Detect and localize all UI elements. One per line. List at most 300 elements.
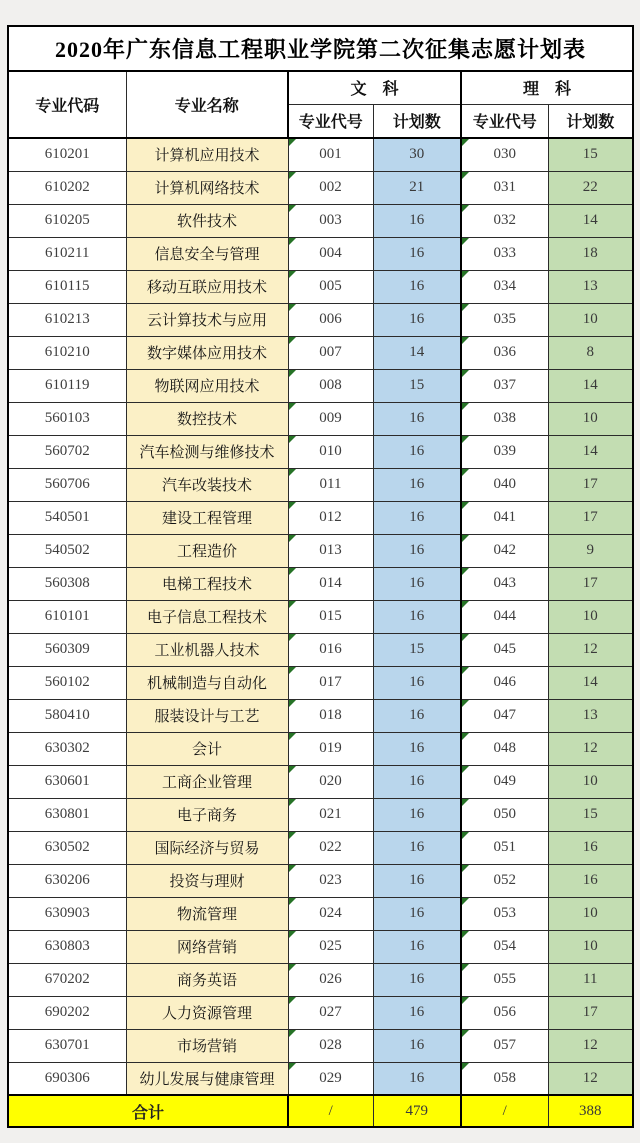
science-plan-count-cell — [548, 567, 633, 600]
science-plan-count-cell — [548, 336, 633, 369]
science-major-number-cell-text: 057 — [493, 1037, 516, 1053]
liberal-plan-count-cell — [373, 303, 461, 336]
excel-corner-flag-icon — [462, 931, 469, 938]
science-plan-count-cell-text: 14 — [582, 212, 598, 228]
table-row — [8, 237, 633, 270]
header-liberal-arts-group: 文 科 — [288, 71, 461, 104]
major-name-cell-text: 电子信息工程技术 — [146, 610, 267, 626]
header-row-groups — [8, 71, 633, 104]
table-row — [8, 1029, 633, 1062]
major-code-cell-text: 670202 — [44, 971, 90, 987]
excel-corner-flag-icon — [462, 139, 469, 146]
excel-corner-flag-icon — [289, 436, 296, 443]
major-code-cell — [8, 1062, 126, 1095]
science-major-number-cell — [461, 864, 548, 897]
science-major-number-cell — [461, 534, 548, 567]
major-name-cell — [126, 369, 288, 402]
header-liberal-plan-count: 计划数 — [373, 104, 461, 138]
total-row — [8, 1095, 633, 1127]
major-code-cell-text: 560702 — [44, 443, 90, 459]
major-code-cell-text: 560103 — [44, 410, 90, 426]
excel-corner-flag-icon — [289, 403, 296, 410]
liberal-plan-count-cell-text: 16 — [409, 608, 425, 624]
science-major-number-cell-text: 051 — [493, 839, 516, 855]
total-science-major-number: / — [461, 1095, 548, 1127]
major-name-cell — [126, 600, 288, 633]
science-plan-count-cell-text: 12 — [582, 1037, 598, 1053]
liberal-major-number-cell — [288, 633, 373, 666]
science-major-number-cell-text: 033 — [493, 245, 516, 261]
science-major-number-cell — [461, 765, 548, 798]
table-row — [8, 897, 633, 930]
liberal-major-number-cell-text: 029 — [319, 1069, 342, 1086]
table-footer — [8, 1095, 633, 1127]
major-name-cell — [126, 1062, 288, 1095]
major-name-cell-text: 物联网应用技术 — [154, 379, 260, 395]
major-code-cell — [8, 600, 126, 633]
liberal-plan-count-cell — [373, 435, 461, 468]
liberal-plan-count-cell-text: 16 — [409, 707, 425, 723]
science-major-number-cell-text: 050 — [493, 806, 516, 822]
major-code-cell — [8, 732, 126, 765]
major-name-cell-text: 汽车检测与维修技术 — [139, 445, 275, 461]
science-plan-count-cell-text: 18 — [582, 245, 598, 261]
liberal-major-number-cell — [288, 303, 373, 336]
liberal-plan-count-cell — [373, 237, 461, 270]
header-major-name: 专业名称 — [126, 71, 288, 138]
major-code-cell — [8, 402, 126, 435]
major-name-cell — [126, 732, 288, 765]
liberal-plan-count-cell — [373, 336, 461, 369]
liberal-major-number-cell-text: 014 — [319, 575, 342, 591]
major-code-cell-text: 610211 — [45, 245, 90, 261]
table-row — [8, 963, 633, 996]
science-major-number-cell-text: 038 — [493, 410, 516, 426]
major-code-cell-text: 630803 — [44, 938, 90, 954]
science-plan-count-cell — [548, 1029, 633, 1062]
science-major-number-cell-text: 056 — [493, 1004, 516, 1020]
major-name-cell-text: 计算机网络技术 — [154, 181, 260, 197]
major-code-cell — [8, 831, 126, 864]
liberal-major-number-cell-text: 017 — [319, 674, 342, 690]
science-plan-count-cell — [548, 138, 633, 171]
major-name-cell-text: 计算机应用技术 — [154, 148, 260, 165]
liberal-major-number-cell-text: 010 — [319, 443, 342, 459]
major-name-cell-text: 网络营销 — [176, 940, 237, 956]
title-row — [8, 26, 633, 71]
table-row — [8, 732, 633, 765]
science-major-number-cell — [461, 600, 548, 633]
liberal-major-number-cell — [288, 237, 373, 270]
science-plan-count-cell — [548, 468, 633, 501]
science-plan-count-cell-text: 17 — [582, 575, 598, 591]
major-name-cell — [126, 897, 288, 930]
science-plan-count-cell — [548, 897, 633, 930]
liberal-major-number-cell — [288, 831, 373, 864]
major-name-cell — [126, 864, 288, 897]
excel-corner-flag-icon — [462, 997, 469, 1004]
science-plan-count-cell — [548, 534, 633, 567]
excel-corner-flag-icon — [289, 1063, 296, 1070]
table-row — [8, 435, 633, 468]
liberal-plan-count-cell — [373, 633, 461, 666]
science-plan-count-cell-text: 15 — [582, 146, 598, 163]
major-name-cell — [126, 468, 288, 501]
science-plan-count-cell-text: 17 — [582, 509, 598, 525]
liberal-major-number-cell — [288, 930, 373, 963]
liberal-plan-count-cell — [373, 402, 461, 435]
liberal-plan-count-cell — [373, 798, 461, 831]
science-plan-count-cell-text: 17 — [582, 476, 598, 492]
major-code-cell — [8, 864, 126, 897]
science-major-number-cell — [461, 732, 548, 765]
major-name-cell — [126, 798, 288, 831]
header-science-major-number: 专业代号 — [461, 104, 548, 138]
major-name-cell — [126, 336, 288, 369]
science-major-number-cell-text: 054 — [493, 938, 516, 954]
liberal-plan-count-cell — [373, 666, 461, 699]
science-major-number-cell-text: 044 — [493, 608, 516, 624]
science-plan-count-cell — [548, 765, 633, 798]
science-major-number-cell — [461, 435, 548, 468]
science-plan-count-cell-text: 12 — [582, 641, 598, 657]
major-code-cell-text: 540502 — [44, 542, 90, 558]
liberal-major-number-cell — [288, 666, 373, 699]
science-major-number-cell-text: 047 — [493, 707, 516, 723]
excel-corner-flag-icon — [462, 700, 469, 707]
science-plan-count-cell — [548, 1062, 633, 1095]
science-major-number-cell — [461, 897, 548, 930]
major-name-cell-text: 软件技术 — [176, 214, 237, 230]
liberal-plan-count-cell-text: 16 — [409, 245, 425, 261]
science-plan-count-cell-text: 22 — [582, 179, 598, 195]
excel-corner-flag-icon — [462, 898, 469, 905]
excel-corner-flag-icon — [462, 634, 469, 641]
table-row — [8, 336, 633, 369]
major-name-cell-text: 会计 — [191, 742, 222, 758]
science-major-number-cell-text: 032 — [493, 212, 516, 228]
science-plan-count-cell-text: 16 — [582, 839, 598, 855]
science-major-number-cell-text: 031 — [493, 179, 516, 195]
science-major-number-cell-text: 048 — [493, 740, 516, 756]
liberal-major-number-cell — [288, 765, 373, 798]
major-code-cell-text: 560308 — [44, 575, 90, 591]
liberal-plan-count-cell-text: 16 — [409, 773, 425, 789]
science-major-number-cell-text: 053 — [493, 905, 516, 921]
science-major-number-cell-text: 055 — [493, 971, 516, 987]
excel-corner-flag-icon — [462, 865, 469, 872]
liberal-plan-count-cell-text: 16 — [409, 971, 425, 987]
excel-corner-flag-icon — [289, 700, 296, 707]
header-liberal-major-number: 专业代号 — [288, 104, 373, 138]
liberal-plan-count-cell-text: 15 — [409, 641, 425, 657]
liberal-major-number-cell-text: 003 — [319, 212, 342, 228]
major-code-cell — [8, 303, 126, 336]
liberal-major-number-cell — [288, 468, 373, 501]
liberal-major-number-cell — [288, 699, 373, 732]
science-major-number-cell — [461, 1062, 548, 1095]
major-name-cell — [126, 699, 288, 732]
science-plan-count-cell — [548, 270, 633, 303]
science-major-number-cell — [461, 171, 548, 204]
excel-corner-flag-icon — [462, 667, 469, 674]
liberal-plan-count-cell — [373, 1062, 461, 1095]
science-major-number-cell-text: 042 — [493, 542, 516, 558]
excel-corner-flag-icon — [289, 205, 296, 212]
table-row — [8, 369, 633, 402]
liberal-plan-count-cell — [373, 369, 461, 402]
science-plan-count-cell-text: 14 — [582, 674, 598, 690]
excel-corner-flag-icon — [462, 469, 469, 476]
table-header — [8, 26, 633, 138]
table-row — [8, 831, 633, 864]
major-code-cell — [8, 798, 126, 831]
liberal-major-number-cell — [288, 996, 373, 1029]
major-name-cell — [126, 435, 288, 468]
science-major-number-cell-text: 037 — [493, 377, 516, 393]
science-plan-count-cell-text: 11 — [583, 971, 598, 987]
science-major-number-cell — [461, 369, 548, 402]
liberal-major-number-cell-text: 024 — [319, 905, 342, 921]
liberal-plan-count-cell-text: 16 — [409, 1004, 425, 1020]
major-code-cell-text: 560706 — [44, 476, 90, 492]
liberal-plan-count-cell-text: 14 — [409, 344, 425, 360]
excel-corner-flag-icon — [462, 568, 469, 575]
liberal-plan-count-cell-text: 16 — [409, 410, 425, 426]
major-code-cell — [8, 996, 126, 1029]
science-major-number-cell-text: 043 — [493, 575, 516, 591]
liberal-plan-count-cell — [373, 1029, 461, 1062]
liberal-major-number-cell-text: 002 — [319, 179, 342, 195]
science-plan-count-cell — [548, 237, 633, 270]
science-major-number-cell — [461, 138, 548, 171]
major-code-cell-text: 610201 — [44, 146, 90, 163]
science-major-number-cell-text: 034 — [493, 278, 516, 294]
liberal-major-number-cell-text: 006 — [319, 311, 342, 327]
major-code-cell-text: 630701 — [44, 1037, 90, 1053]
science-major-number-cell-text: 046 — [493, 674, 516, 690]
major-name-cell — [126, 237, 288, 270]
table-row — [8, 600, 633, 633]
major-code-cell-text: 610205 — [44, 212, 90, 228]
major-code-cell — [8, 336, 126, 369]
science-plan-count-cell-text: 9 — [586, 542, 595, 558]
liberal-major-number-cell — [288, 798, 373, 831]
excel-corner-flag-icon — [462, 436, 469, 443]
major-name-cell — [126, 501, 288, 534]
liberal-plan-count-cell-text: 16 — [409, 575, 425, 591]
liberal-plan-count-cell-text: 16 — [409, 278, 425, 294]
liberal-major-number-cell-text: 027 — [319, 1004, 342, 1020]
major-code-cell — [8, 963, 126, 996]
major-name-cell-text: 数字媒体应用技术 — [146, 346, 267, 362]
science-plan-count-cell-text: 10 — [582, 608, 598, 624]
science-plan-count-cell-text: 8 — [586, 344, 595, 360]
liberal-plan-count-cell-text: 16 — [409, 542, 425, 558]
excel-corner-flag-icon — [289, 535, 296, 542]
science-plan-count-cell — [548, 963, 633, 996]
major-name-cell-text: 数控技术 — [176, 412, 237, 428]
liberal-major-number-cell-text: 019 — [319, 740, 342, 756]
science-plan-count-cell-text: 17 — [582, 1004, 598, 1020]
liberal-major-number-cell — [288, 204, 373, 237]
major-name-cell — [126, 270, 288, 303]
excel-corner-flag-icon — [462, 370, 469, 377]
liberal-plan-count-cell — [373, 138, 461, 171]
science-major-number-cell — [461, 666, 548, 699]
science-major-number-cell — [461, 204, 548, 237]
excel-corner-flag-icon — [462, 766, 469, 773]
major-code-cell — [8, 171, 126, 204]
science-major-number-cell — [461, 1029, 548, 1062]
excel-corner-flag-icon — [462, 337, 469, 344]
excel-corner-flag-icon — [462, 304, 469, 311]
liberal-plan-count-cell-text: 16 — [409, 740, 425, 756]
science-plan-count-cell-text: 14 — [582, 443, 598, 459]
liberal-major-number-cell-text: 016 — [319, 641, 342, 657]
table-row — [8, 1062, 633, 1095]
major-code-cell — [8, 138, 126, 171]
science-plan-count-cell — [548, 699, 633, 732]
major-code-cell — [8, 765, 126, 798]
liberal-major-number-cell — [288, 600, 373, 633]
liberal-plan-count-cell — [373, 963, 461, 996]
excel-corner-flag-icon — [289, 238, 296, 245]
science-major-number-cell-text: 039 — [493, 443, 516, 459]
liberal-plan-count-cell — [373, 996, 461, 1029]
table-row — [8, 567, 633, 600]
table-row — [8, 633, 633, 666]
excel-corner-flag-icon — [289, 337, 296, 344]
major-name-cell-text: 电梯工程技术 — [161, 577, 252, 593]
liberal-major-number-cell — [288, 138, 373, 171]
major-code-cell-text: 610210 — [44, 344, 90, 360]
major-name-cell — [126, 402, 288, 435]
science-plan-count-cell — [548, 666, 633, 699]
science-major-number-cell-text: 045 — [493, 641, 516, 657]
science-major-number-cell — [461, 567, 548, 600]
major-code-cell-text: 630801 — [44, 806, 90, 822]
major-code-cell — [8, 468, 126, 501]
major-name-cell-text: 幼儿发展与健康管理 — [139, 1071, 275, 1088]
major-name-cell — [126, 303, 288, 336]
header-major-code: 专业代码 — [8, 71, 126, 138]
total-science-plan-count: 388 — [548, 1095, 633, 1127]
excel-corner-flag-icon — [289, 139, 296, 146]
table-row — [8, 534, 633, 567]
liberal-plan-count-cell-text: 16 — [409, 212, 425, 228]
excel-corner-flag-icon — [289, 601, 296, 608]
major-name-cell — [126, 204, 288, 237]
excel-corner-flag-icon — [462, 1030, 469, 1037]
science-plan-count-cell — [548, 600, 633, 633]
liberal-major-number-cell — [288, 897, 373, 930]
excel-corner-flag-icon — [462, 733, 469, 740]
liberal-plan-count-cell — [373, 897, 461, 930]
major-code-cell-text: 610202 — [44, 179, 90, 195]
major-name-cell-text: 移动互联应用技术 — [146, 280, 267, 296]
liberal-major-number-cell — [288, 435, 373, 468]
liberal-plan-count-cell-text: 16 — [409, 476, 425, 492]
major-name-cell-text: 汽车改装技术 — [161, 478, 252, 494]
major-name-cell — [126, 633, 288, 666]
excel-corner-flag-icon — [289, 766, 296, 773]
major-name-cell-text: 建设工程管理 — [161, 511, 252, 527]
table-row — [8, 270, 633, 303]
excel-corner-flag-icon — [289, 634, 296, 641]
liberal-plan-count-cell-text: 16 — [409, 1069, 425, 1086]
science-plan-count-cell-text: 10 — [582, 938, 598, 954]
major-name-cell — [126, 765, 288, 798]
excel-corner-flag-icon — [462, 535, 469, 542]
science-major-number-cell-text: 041 — [493, 509, 516, 525]
table-row — [8, 864, 633, 897]
science-major-number-cell — [461, 468, 548, 501]
science-major-number-cell-text: 049 — [493, 773, 516, 789]
major-code-cell — [8, 666, 126, 699]
liberal-plan-count-cell-text: 16 — [409, 443, 425, 459]
major-code-cell-text: 560309 — [44, 641, 90, 657]
science-major-number-cell — [461, 303, 548, 336]
liberal-major-number-cell-text: 020 — [319, 773, 342, 789]
liberal-plan-count-cell — [373, 732, 461, 765]
liberal-major-number-cell — [288, 732, 373, 765]
major-code-cell-text: 610115 — [45, 278, 90, 294]
liberal-plan-count-cell-text: 16 — [409, 1037, 425, 1053]
admission-plan-table — [7, 25, 634, 1128]
science-major-number-cell — [461, 831, 548, 864]
excel-corner-flag-icon — [289, 568, 296, 575]
science-major-number-cell — [461, 270, 548, 303]
liberal-major-number-cell-text: 009 — [319, 410, 342, 426]
science-plan-count-cell — [548, 831, 633, 864]
major-code-cell — [8, 270, 126, 303]
major-code-cell-text: 610119 — [45, 377, 90, 393]
major-code-cell-text: 630302 — [44, 740, 90, 756]
major-name-cell — [126, 996, 288, 1029]
major-code-cell — [8, 534, 126, 567]
liberal-plan-count-cell — [373, 765, 461, 798]
excel-corner-flag-icon — [462, 964, 469, 971]
science-major-number-cell — [461, 633, 548, 666]
major-code-cell-text: 630206 — [44, 872, 90, 888]
major-code-cell — [8, 369, 126, 402]
excel-corner-flag-icon — [289, 931, 296, 938]
excel-corner-flag-icon — [462, 271, 469, 278]
table-body — [8, 138, 633, 1095]
major-code-cell — [8, 567, 126, 600]
table-row — [8, 996, 633, 1029]
major-code-cell — [8, 1029, 126, 1062]
science-plan-count-cell — [548, 732, 633, 765]
major-code-cell — [8, 897, 126, 930]
excel-corner-flag-icon — [462, 799, 469, 806]
liberal-major-number-cell — [288, 1029, 373, 1062]
table-title: 2020年广东信息工程职业学院第二次征集志愿计划表 — [8, 26, 633, 71]
liberal-major-number-cell — [288, 1062, 373, 1095]
liberal-plan-count-cell — [373, 831, 461, 864]
science-plan-count-cell — [548, 204, 633, 237]
major-code-cell-text: 540501 — [44, 509, 90, 525]
liberal-major-number-cell — [288, 402, 373, 435]
science-plan-count-cell-text: 12 — [582, 1069, 598, 1086]
liberal-major-number-cell-text: 023 — [319, 872, 342, 888]
science-plan-count-cell — [548, 369, 633, 402]
excel-corner-flag-icon — [289, 997, 296, 1004]
science-major-number-cell — [461, 930, 548, 963]
major-code-cell-text: 580410 — [44, 707, 90, 723]
liberal-major-number-cell-text: 018 — [319, 707, 342, 723]
